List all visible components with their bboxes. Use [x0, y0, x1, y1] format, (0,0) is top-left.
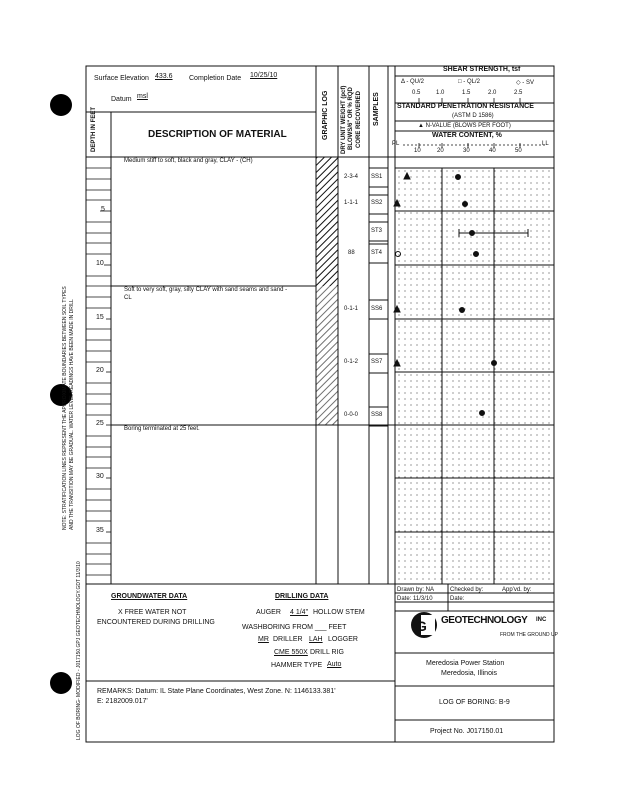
washboring-line: WASHBORING FROM ___ FEET	[242, 624, 347, 631]
spt-subtitle: (ASTM D 1586)	[452, 113, 494, 119]
sample-id: ST3	[371, 228, 383, 234]
depth-label: 5	[101, 206, 105, 213]
groundwater-title: GROUNDWATER DATA	[111, 593, 188, 600]
auger-value: 4 1/4"	[290, 609, 309, 616]
logger-value: LAH	[309, 636, 323, 643]
drawn-by: Drawn by: NA	[397, 587, 435, 593]
stratum-description: Boring terminated at 25 feet.	[124, 426, 200, 432]
completion-date-label: Completion Date	[189, 75, 242, 82]
company-suffix: INC	[536, 617, 547, 623]
pl-label: PL	[392, 141, 400, 147]
sample-id: SS7	[371, 359, 383, 365]
shear-tick: 2.5	[514, 90, 523, 96]
groundwater-line2: ENCOUNTERED DURING DRILLING	[97, 619, 215, 626]
water-tick: 50	[515, 148, 522, 154]
description-column-title: DESCRIPTION OF MATERIAL	[148, 129, 287, 140]
date-checked: Date:	[450, 596, 465, 602]
stratum-description: Soft to very soft, gray, silty CLAY with sand seams and sand -	[124, 287, 288, 293]
depth-label: 25	[96, 420, 104, 427]
surface-elevation-value: 433.6	[155, 73, 173, 80]
water-tick: 10	[414, 148, 421, 154]
spt-title: STANDARD PENETRATION RESISTANCE	[397, 103, 534, 110]
water-tick: 40	[489, 148, 496, 154]
hammer-label: HAMMER TYPE	[271, 662, 323, 669]
sample-id: SS8	[371, 412, 383, 418]
side-note-line1: NOTE: STRATIFICATION LINES REPRESENT THE APPROXIMATE BOUNDARIES BETWEEN SOIL TYPES	[62, 286, 68, 530]
auger-label: AUGER	[256, 609, 281, 616]
samples-title: SAMPLES	[373, 92, 380, 126]
sample-blows: 88	[348, 250, 355, 256]
auger-suffix: HOLLOW STEM	[313, 609, 365, 616]
date-drawn: Date: 11/3/10	[397, 596, 433, 602]
logger-label: LOGGER	[328, 636, 358, 643]
depth-label: 30	[96, 473, 104, 480]
sample-blows: 0-0-0	[344, 412, 359, 418]
depth-column-title: DEPTH IN FEET	[91, 106, 97, 152]
hammer-value: Auto	[327, 661, 342, 668]
graphic-log-title: GRAPHIC LOG	[322, 90, 329, 140]
stratum-description: CL	[124, 295, 132, 301]
sample-blows: 0-1-2	[344, 359, 359, 365]
project-name: Meredosia Power Station	[426, 660, 505, 667]
checked-by: Checked by:	[450, 587, 484, 593]
side-note-line2: AND THE TRANSITION MAY BE GRADUAL. WATER LEVEL READINGS HAVE BEEN MADE IN DRILL	[69, 299, 75, 530]
shear-strength-title: SHEAR STRENGTH, tsf	[443, 66, 521, 73]
project-location: Meredosia, Illinois	[441, 670, 498, 677]
project-number: Project No. J017150.01	[430, 728, 504, 735]
sample-blows: 2-3-4	[344, 174, 359, 180]
n-value-legend: ▲ N-VALUE (BLOWS PER FOOT)	[418, 123, 511, 129]
legend-sv: ◇ - SV	[516, 80, 534, 86]
stratum-description: Medium stiff to soft, black and gray, CLAY - (CH)	[124, 158, 253, 164]
surface-elevation-label: Surface Elevation	[94, 75, 149, 82]
sample-id: SS2	[371, 200, 383, 206]
depth-label: 20	[96, 367, 104, 374]
water-content-title: WATER CONTENT, %	[432, 132, 502, 139]
company-name: GEOTECHNOLOGY	[441, 615, 528, 626]
legend-ql: □ - QL/2	[458, 79, 480, 85]
sample-id: SS1	[371, 174, 383, 180]
remarks-line1: REMARKS: Datum: IL State Plane Coordinates, West Zone. N: 1146133.381'	[97, 688, 336, 695]
driller-label: DRILLER	[273, 636, 303, 643]
water-tick: 30	[463, 148, 470, 154]
sample-id: ST4	[371, 250, 383, 256]
groundwater-line1: X FREE WATER NOT	[118, 609, 187, 616]
shear-tick: 1.0	[436, 90, 445, 96]
driller-value: MR	[258, 636, 269, 643]
legend-qu: Δ - QU/2	[401, 79, 425, 85]
company-tagline: FROM THE GROUND UP	[500, 632, 558, 638]
log-of-boring-title: LOG OF BORING: B-9	[439, 699, 510, 706]
datum-value: msl	[137, 93, 148, 100]
svg-text:G: G	[416, 618, 427, 634]
water-tick: 20	[437, 148, 444, 154]
blows-title: BLOWS/6" OR % RQD	[348, 87, 354, 150]
drilling-title: DRILLING DATA	[275, 593, 329, 600]
completion-date-value: 10/25/10	[250, 72, 278, 79]
shear-tick: 2.0	[488, 90, 497, 96]
side-note-line3: LOG OF BORING- MODIFIED - J017150.GPJ GEOTECHNOLOGY.GDT 11/3/10	[76, 561, 82, 740]
approved-by: App'vd. by:	[502, 587, 532, 593]
depth-label: 15	[96, 314, 104, 321]
rig-label: DRILL RIG	[310, 649, 344, 656]
datum-label: Datum	[111, 96, 132, 103]
dry-unit-weight-title: DRY UNIT WEIGHT (pcf)	[341, 85, 347, 154]
remarks-line2: E: 2182009.017'	[97, 698, 148, 705]
shear-tick: 0.5	[412, 90, 421, 96]
ll-label: LL	[542, 141, 549, 147]
sample-id: SS6	[371, 306, 383, 312]
shear-tick: 1.5	[462, 90, 471, 96]
sample-blows: 0-1-1	[344, 306, 359, 312]
depth-label: 35	[96, 527, 104, 534]
sample-blows: 1-1-1	[344, 200, 359, 206]
depth-label: 10	[96, 260, 104, 267]
rig-value: CME 550X	[274, 649, 308, 656]
core-recovered-title: CORE RECOVERED	[356, 90, 362, 148]
